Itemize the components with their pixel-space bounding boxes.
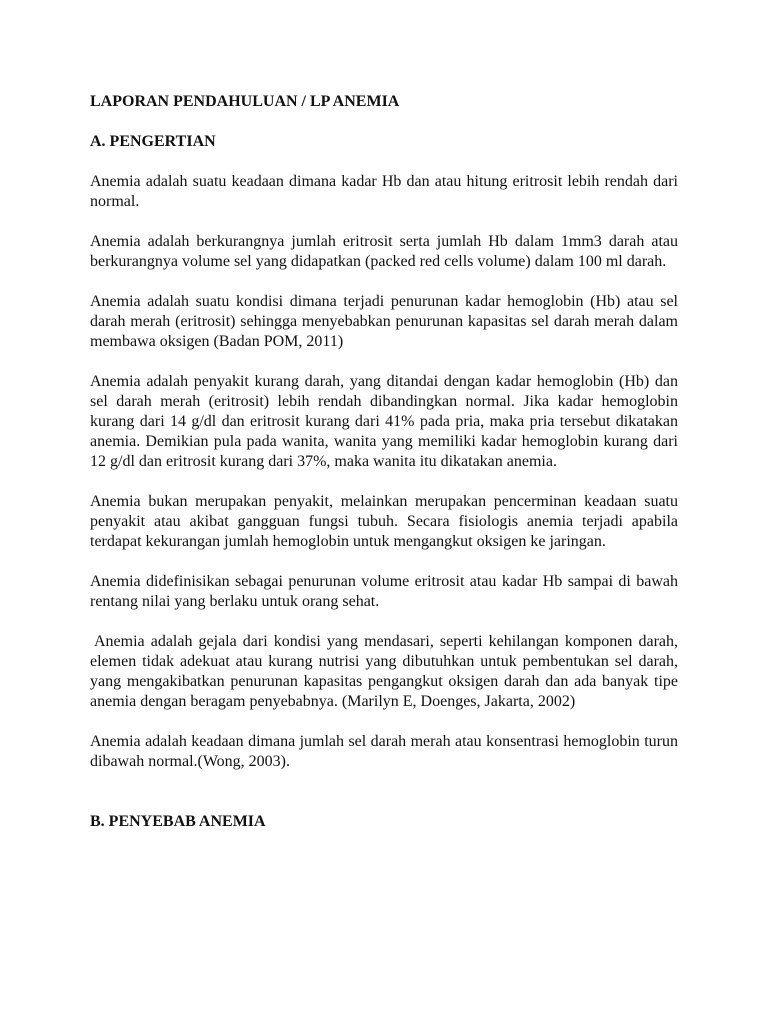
document-title: LAPORAN PENDAHULUAN / LP ANEMIA [90, 93, 400, 110]
paragraph-definition-4: Anemia adalah penyakit kurang darah, yang ditandai dengan kadar hemoglobin (Hb) dan sel darah merah (eritrosit) lebih rendah dibandingkan normal. Jika kadar hemoglobin kurang dari 14 g/dl dan eritrosit kurang dari 41% pada pria, maka pria tersebut dikatakan anemia. Demikian pula pada wanita, wanita yang memiliki kadar hemoglobin kurang dari 12 g/dl dan eritrosit kurang dari 37%, maka wanita itu dikatakan anemia. [90, 373, 678, 470]
document-page [90, 92, 678, 852]
paragraph-definition-3: Anemia adalah suatu kondisi dimana terjadi penurunan kadar hemoglobin (Hb) atau sel darah merah (eritrosit) sehingga menyebabkan penurunan kapasitas sel darah merah dalam membawa oksigen (Badan POM, 2011) [90, 293, 678, 350]
section-heading-penyebab: B. PENYEBAB ANEMIA [90, 813, 266, 830]
paragraph-definition-1: Anemia adalah suatu keadaan dimana kadar Hb dan atau hitung eritrosit lebih rendah dari normal. [90, 173, 678, 210]
paragraph-definition-7: Anemia adalah gejala dari kondisi yang mendasari, seperti kehilangan komponen darah, elemen tidak adekuat atau kurang nutrisi yang dibutuhkan untuk pembentukan sel darah, yang mengakibatkan penurunan kapasitas pengangkut oksigen darah dan ada banyak tipe anemia dengan beragam penyebabnya. (Marilyn E, Doenges, Jakarta, 2002) [90, 633, 678, 710]
paragraph-definition-5: Anemia bukan merupakan penyakit, melainkan merupakan pencerminan keadaan suatu penyakit atau akibat gangguan fungsi tubuh. Secara fisiologis anemia terjadi apabila terdapat kekurangan jumlah hemoglobin untuk mengangkut oksigen ke jaringan. [90, 493, 678, 550]
paragraph-definition-8: Anemia adalah keadaan dimana jumlah sel darah merah atau konsentrasi hemoglobin turun dibawah normal.(Wong, 2003). [90, 733, 678, 770]
paragraph-definition-6: Anemia didefinisikan sebagai penurunan volume eritrosit atau kadar Hb sampai di bawah rentang nilai yang berlaku untuk orang sehat. [90, 573, 678, 610]
paragraph-definition-2: Anemia adalah berkurangnya jumlah eritrosit serta jumlah Hb dalam 1mm3 darah atau berkurangnya volume sel yang didapatkan (packed red cells volume) dalam 100 ml darah. [90, 233, 678, 270]
section-heading-pengertian: A. PENGERTIAN [90, 133, 216, 150]
